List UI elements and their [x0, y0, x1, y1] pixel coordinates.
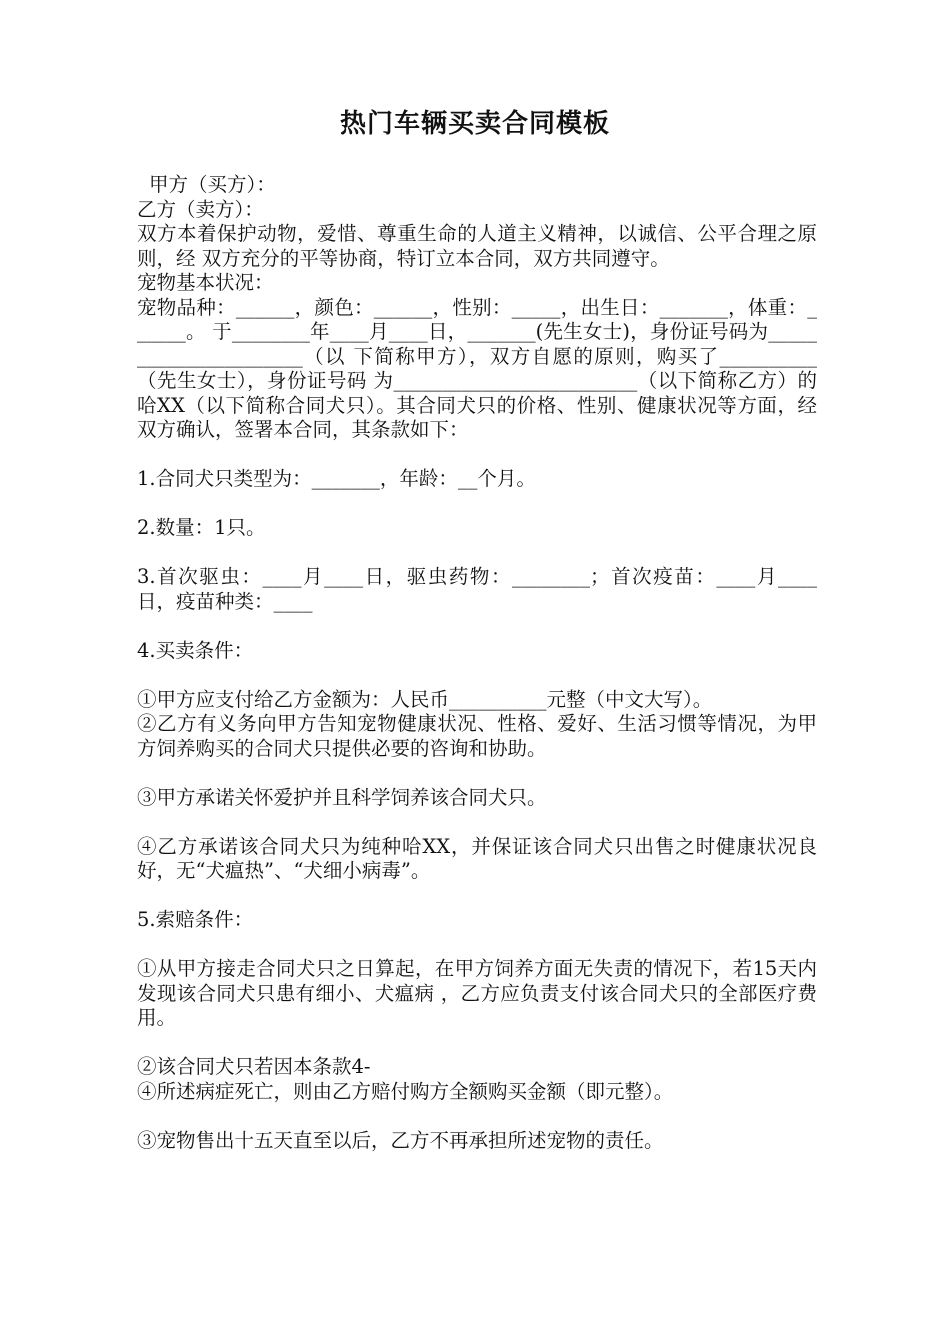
paragraph-gap: [137, 1031, 817, 1056]
paragraph-gap: [137, 541, 817, 566]
clause-4-heading: 4.买卖条件：: [137, 638, 254, 662]
clause-5-item-2-continued: ④所述病症死亡，则由乙方赔付购方全额购买金额（即元整）。: [137, 1079, 674, 1103]
pet-status-heading: 宠物基本状况：: [137, 271, 274, 294]
document-body: [137, 173, 817, 1153]
paragraph-gap: [137, 810, 817, 835]
preamble-paragraph: 双方本着保护动物，爱惜、尊重生命的人道主义精神，以诚信、公平合理之原则，经 双方充分的平等协商，特订立本合同，双方共同遵守。: [137, 222, 817, 270]
paragraph-gap: [137, 761, 817, 786]
paragraph-gap: [137, 884, 817, 909]
clause-3: 3.首次驱虫：____月____日，驱虫药物：________；首次疫苗：____月____日，疫苗种类：____: [137, 565, 817, 613]
paragraph-gap: [137, 933, 817, 958]
clause-5-item-1: ①从甲方接走合同犬只之日算起，在甲方饲养方面无失责的情况下，若15天内发现该合同犬只患有细小、犬瘟病 ，乙方应负责支付该合同犬只的全部医疗费用。: [137, 957, 817, 1029]
clause-5-item-2: ②该合同犬只若因本条款4-: [137, 1055, 371, 1078]
pet-details-paragraph: 宠物品种：______，颜色：______，性别：_____，出生日：_______，体重：______。 于________年____月____日，_______(先生女士)，身份证号码为______________________（以 下简称甲方），双方自愿的原则，购买了__________（先生女士），身份证号码 为_________________________（以下简称乙方）的哈XX（以下简称合同犬只）。其合同犬只的价格、性别、健康状况等方面，经双方确认，签署本合同，其条款如下：: [137, 295, 817, 441]
paragraph-gap: [137, 1104, 817, 1129]
paragraph-gap: [137, 614, 817, 639]
paragraph-gap: [137, 443, 817, 468]
clause-5-heading: 5.索赔条件：: [137, 908, 254, 931]
paragraph-gap: [137, 663, 817, 688]
clause-4-item-3: ③甲方承诺关怀爱护并且科学饲养该合同犬只。: [137, 785, 547, 809]
clause-4-item-4: ④乙方承诺该合同犬只为纯种哈XX，并保证该合同犬只出售之时健康状况良好，无“犬瘟热”、“犬细小病毒”。: [137, 834, 817, 882]
clause-2: 2.数量：1只。: [137, 516, 266, 539]
paragraph-gap: [137, 492, 817, 517]
clause-4-item-1: ①甲方应支付给乙方金额为：人民币__________元整（中文大写）。: [137, 687, 713, 711]
document-title: 热门车辆买卖合同模板: [339, 109, 610, 139]
clause-5-item-3: ③宠物售出十五天直至以后，乙方不再承担所述宠物的责任。: [137, 1128, 664, 1152]
party-b-line: 乙方（卖方）：: [137, 197, 264, 221]
clause-4-item-2: ②乙方有义务向甲方告知宠物健康状况、性格、爱好、生活习惯等情况，为甲方饲养购买的合同犬只提供必要的咨询和协助。: [137, 712, 817, 760]
clause-1: 1.合同犬只类型为：_______，年龄：__个月。: [137, 467, 536, 490]
party-a-line: 甲方（买方）：: [149, 173, 276, 196]
